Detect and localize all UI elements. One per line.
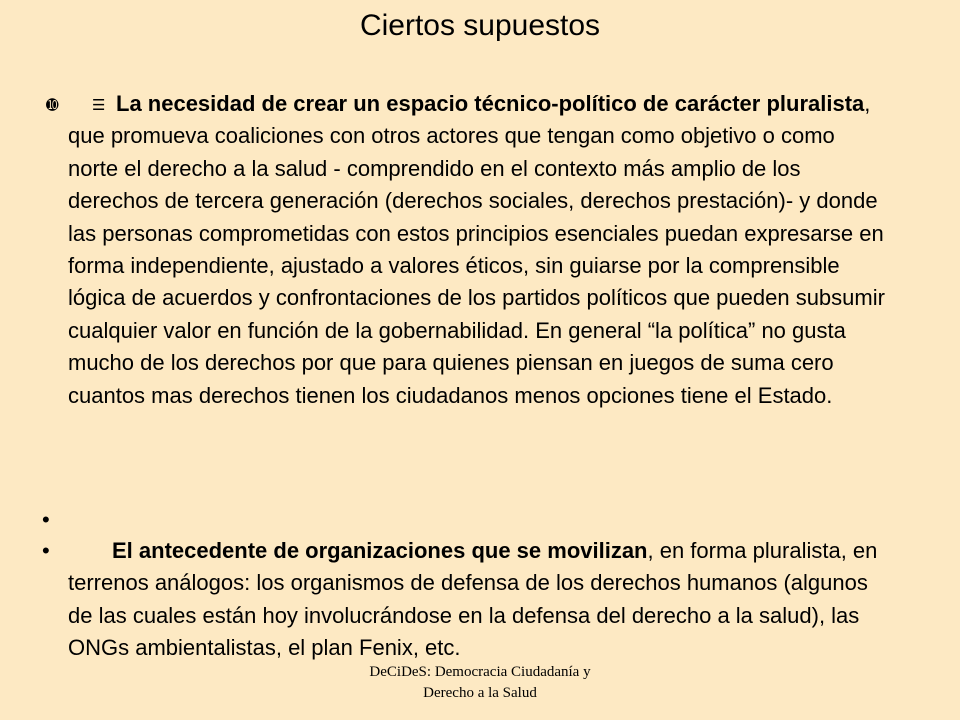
point2-bold-lead: El antecedente de organizaciones que se movilizan: [112, 538, 648, 563]
numbered-ten-icon: ➓: [46, 96, 59, 114]
slide-footer: [0, 662, 960, 704]
point1-bold-lead: La necesidad de crear un espacio técnico-político de carácter pluralista: [116, 91, 865, 116]
footer-line-2: Derecho a la Salud: [423, 685, 537, 701]
bullet-point-2: [68, 535, 888, 665]
bullet-marker: •: [42, 538, 50, 563]
point2-text: , en forma pluralista, en terrenos análogos: los organismos de defensa de los derechos humanos (algunos de las cuales están hoy involucrándose en la defensa del derecho a la salud), las ONGs ambientalistas, el plan Fenix, etc.: [68, 538, 878, 661]
bullet-point-1: [68, 88, 888, 412]
point1-text: , que promueva coaliciones con otros actores que tengan como objetivo o como norte el derecho a la salud - comprendido en el contexto más amplio de los derechos de tercera generación (derechos sociales, derechos prestación)- y donde las personas comprometidas con estos principios esenciales puedan expresarse en forma independiente, ajustado a valores éticos, sin guiarse por la comprensible lógica de acuerdos y confrontaciones de los partidos políticos que pueden subsumir cualquier valor en función de la gobernabilidad. En general “la política” no gusta mucho de los derechos por que para quienes piensan en juegos de suma cero cuantos mas derechos tienen los ciudadanos menos opciones tiene el Estado.: [68, 91, 885, 408]
footer-line-1: DeCiDeS: Democracia Ciudadanía y: [369, 664, 591, 680]
slide-title: Ciertos supuestos: [359, 9, 601, 42]
menu-lines-icon: ☰: [92, 96, 106, 114]
empty-bullet: •: [42, 507, 50, 532]
